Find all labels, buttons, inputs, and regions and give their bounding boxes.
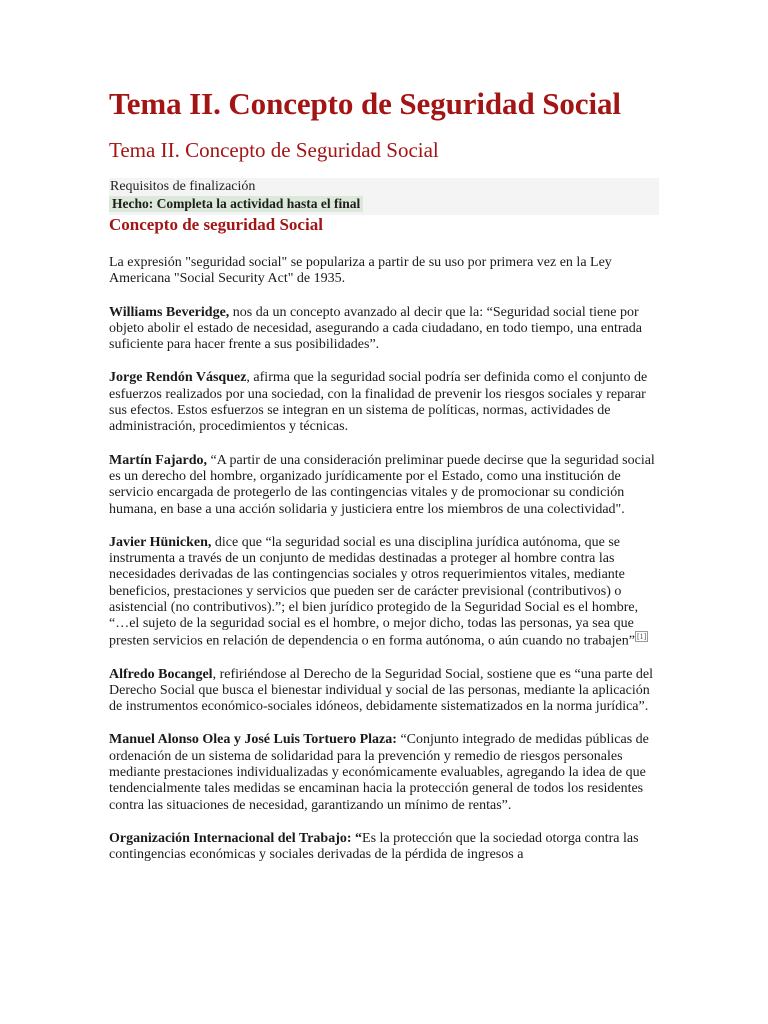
page-title: Tema II. Concepto de Seguridad Social (109, 86, 621, 121)
author-name: Organización Internacional del Trabajo: “ (109, 830, 363, 846)
paragraph-beveridge (109, 305, 659, 354)
author-name: Javier Hünicken, (109, 534, 212, 550)
paragraph-text: Es la protección que la sociedad otorga contra las contingencias económicas y sociales derivadas de la pérdida de ingresos a (109, 830, 639, 863)
page-subtitle: Tema II. Concepto de Seguridad Social (109, 138, 439, 162)
completion-label: Requisitos de finalización (110, 179, 256, 194)
paragraph-olea (109, 732, 659, 813)
paragraph-text: “Conjunto integrado de medidas públicas de ordenación de un sistema de solidaridad para la prevención y remedio de riesgos personales mediante prestaciones individualizadas y económicamente evaluables, agregando la idea de que tendencialmente tales medidas se encaminan hacia la protección general de todos los residentes contra las situaciones de necesidad, garantizando un mínimo de rentas”. (109, 732, 649, 813)
author-name: Martín Fajardo, (109, 452, 207, 468)
paragraph-fajardo (109, 453, 659, 518)
intro-text: La expresión "seguridad social" se populariza a partir de su uso por primera vez en la Ley Americana "Social Security Act" de 1935. (109, 255, 612, 287)
paragraph-text: dice que “la seguridad social es una disciplina jurídica autónoma, que se instrumenta a través de un conjunto de medidas destinadas a proteger al hombre contra las necesidades derivadas de las contingencias sociales y otros requerimientos vitales, mediante beneficios, prestaciones y servicios que pueden ser de carácter previsional (contributivos) o asistencial (no contributivos).”; el bien jurídico protegido de la Seguridad Social es el hombre, “…el sujeto de la seguridad social es el hombre, o mejor dicho, todas las personas, ya sea que presten servicios en relación de dependencia o en forma autónoma, o aún cuando no trabajen” (109, 534, 639, 649)
paragraph-oit (109, 831, 659, 864)
paragraph-hunicken (109, 535, 659, 650)
paragraph-rendon (109, 370, 659, 435)
completion-requirements (109, 178, 659, 215)
paragraph-text: , refiriéndose al Derecho de la Seguridad Social, sostiene que es “una parte del Derecho Social que busca el bienestar individual y social de las personas, mediante la aplicación de instrumentos económico-sociales idóneos, debidamente sistematizados en la norma jurídica”. (109, 666, 654, 715)
author-name: Williams Beveridge, (109, 304, 230, 320)
section-heading: Concepto de seguridad Social (109, 215, 323, 234)
document-page (109, 84, 659, 864)
author-name: Manuel Alonso Olea y José Luis Tortuero Plaza: (109, 732, 397, 748)
paragraph-intro (109, 255, 659, 288)
author-name: Jorge Rendón Vásquez (109, 370, 247, 386)
paragraph-text: , afirma que la seguridad social podría ser definida como el conjunto de esfuerzos realizados por una sociedad, con la finalidad de prevenir los riesgos sociales y reparar sus efectos. Estos esfuerzos se integran en un sistema de políticas, normas, actividades de administración, procedimientos y técnicas. (109, 370, 648, 435)
paragraph-bocangel (109, 667, 659, 716)
paragraph-text: nos da un concepto avanzado al decir que la: “Seguridad social tiene por objeto abolir el estado de necesidad, asegurando a cada ciudadano, en todo tiempo, una entrada suficiente para hacer frente a sus posibilidades”. (109, 304, 642, 353)
completion-status-badge: Hecho: Completa la actividad hasta el final (109, 196, 363, 212)
author-name: Alfredo Bocangel (109, 666, 213, 682)
footnote-reference-link[interactable]: [1] (636, 631, 647, 641)
paragraph-text: “A partir de una consideración preliminar puede decirse que la seguridad social es un derecho del hombre, organizado jurídicamente por el Estado, como una institución de servicio encargada de protegerlo de las contingencias vitales y de promocionar su condición humana, en base a una acción solidaria y justiciera entre los miembros de una colectividad". (109, 452, 655, 517)
